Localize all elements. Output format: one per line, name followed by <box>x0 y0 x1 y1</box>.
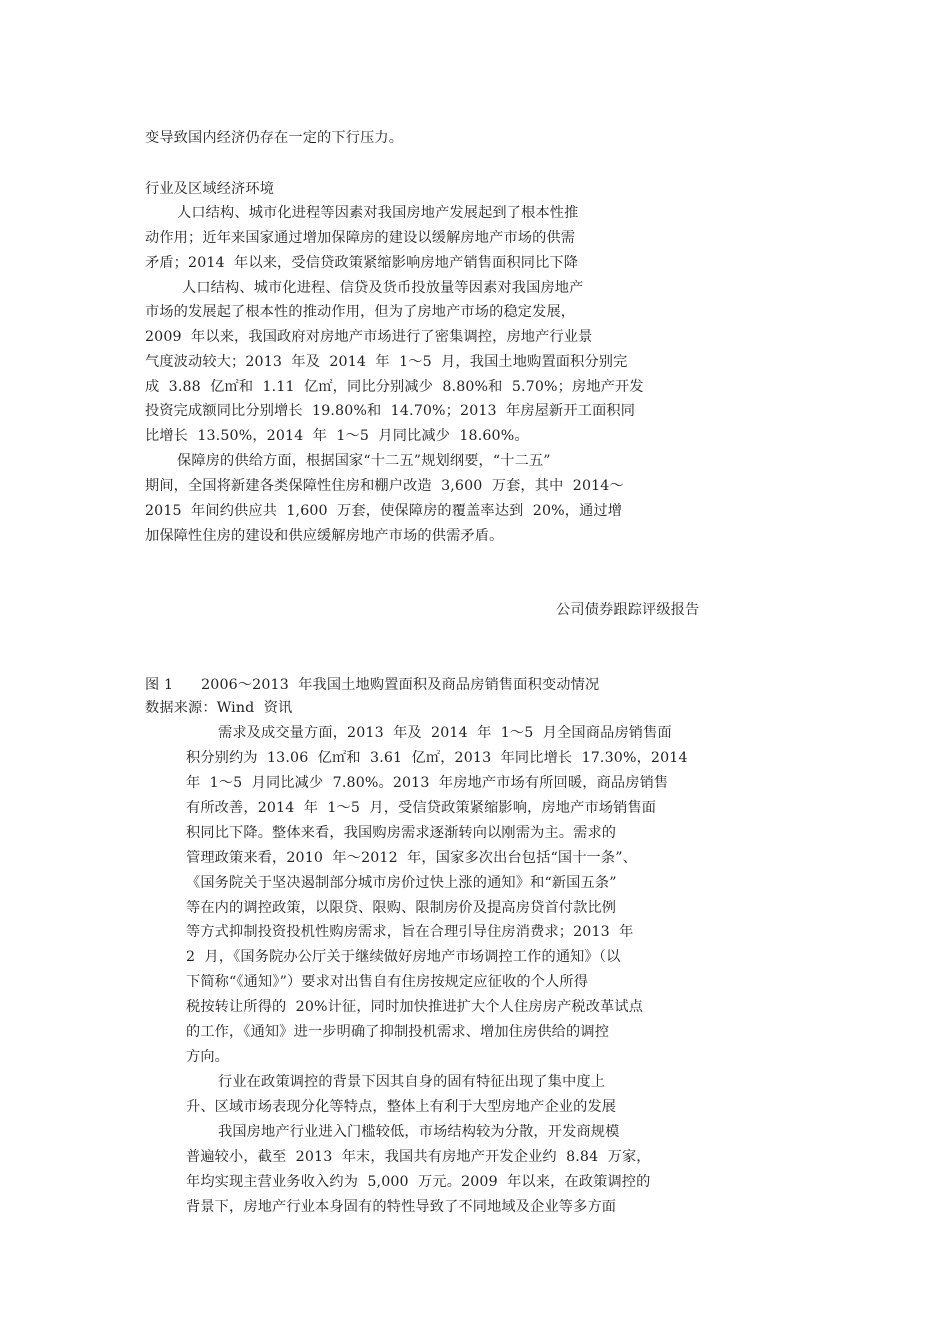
text-line: 人口结构、城市化进程等因素对我国房地产发展起到了根本性推 <box>177 205 579 221</box>
text-line: 普遍较小，截至 2013 年末，我国共有房地产开发企业约 8.84 万家， <box>186 1149 651 1165</box>
text-line: 市场的发展起了根本性的推动作用，但为了房地产市场的稳定发展， <box>145 304 576 320</box>
text-line: 2009 年以来，我国政府对房地产市场进行了密集调控，房地产行业景 <box>145 329 593 345</box>
carryover-text: 变导致国内经济仍存在一定的下行压力。 <box>145 130 404 146</box>
page-header: 公司债券跟踪评级报告 <box>556 602 700 618</box>
text-line: 2015 年间约供应共 1,600 万套，使保障房的覆盖率达到 20%，通过增 <box>145 503 623 519</box>
text-line: 气度波动较大；2013 年及 2014 年 1～5 月，我国土地购置面积分别完 <box>145 354 628 370</box>
text-line: 的工作，《通知》进一步明确了抑制投机需求、增加住房供给的调控 <box>186 1024 610 1040</box>
text-line: 投资完成额同比分别增长 19.80%和 14.70%；2013 年房屋新开工面积同 <box>145 403 636 419</box>
text-line: 背景下，房地产行业本身固有的特性导致了不同地域及企业等多方面 <box>186 1199 617 1215</box>
text-line: 需求及成交量方面，2013 年及 2014 年 1～5 月全国商品房销售面 <box>218 725 672 741</box>
text-line: 年 1～5 月同比减少 7.80%。2013 年房地产市场有所回暖，商品房销售 <box>186 775 669 791</box>
text-line: 我国房地产行业进入门槛较低，市场结构较为分散，开发商规模 <box>218 1124 620 1140</box>
text-line: 人口结构、城市化进程、信贷及货币投放量等因素对我国房地产 <box>182 280 584 296</box>
text-line: 下简称“《通知》”）要求对出售自有住房按规定应征收的个人所得 <box>186 974 589 990</box>
text-line: 税按转让所得的 20%计征，同时加快推进扩大个人住房房产税改革试点 <box>186 999 644 1015</box>
text-line: 《国务院关于坚决遏制部分城市房价过快上涨的通知》和“新国五条” <box>186 875 617 891</box>
text-line: 矛盾；2014 年以来，受信贷政策紧缩影响房地产销售面积同比下降 <box>145 255 579 271</box>
text-line: 等方式抑制投资投机性购房需求，旨在合理引导住房消费求；2013 年 <box>186 924 634 940</box>
text-line: 保障房的供给方面，根据国家“十二五”规划纲要，“十二五” <box>177 453 551 469</box>
text-line: 2 月，《国务院办公厅关于继续做好房地产市场调控工作的通知》（以 <box>186 949 621 965</box>
text-line: 积同比下降。整体来看，我国购房需求逐渐转向以刚需为主。需求的 <box>186 825 617 841</box>
text-line: 方向。 <box>186 1049 230 1065</box>
text-line: 加保障性住房的建设和供应缓解房地产市场的供需矛盾。 <box>145 528 504 544</box>
figure-source: 数据来源：Wind 资讯 <box>145 700 293 716</box>
text-line: 成 3.88 亿㎡和 1.11 亿㎡，同比分别减少 8.80%和 5.70%；房地产开发 <box>145 379 644 395</box>
text-line: 等在内的调控政策，以限贷、限购、限制房价及提高房贷首付款比例 <box>186 900 617 916</box>
text-line: 年均实现主营业务收入约为 5,000 万元。2009 年以来，在政策调控的 <box>186 1174 651 1190</box>
text-line: 管理政策来看，2010 年～2012 年，国家多次出台包括“国十一条”、 <box>186 850 637 866</box>
text-line: 升、区域市场表现分化等特点，整体上有利于大型房地产企业的发展 <box>186 1099 617 1115</box>
figure-caption: 图 1 2006～2013 年我国土地购置面积及商品房销售面积变动情况 <box>145 677 600 693</box>
text-line: 期间，全国将新建各类保障性住房和棚户改造 3,600 万套，其中 2014～ <box>145 478 624 494</box>
text-line: 有所改善，2014 年 1～5 月，受信贷政策紧缩影响，房地产市场销售面 <box>186 800 657 816</box>
text-line: 行业在政策调控的背景下因其自身的固有特征出现了集中度上 <box>218 1074 606 1090</box>
text-line: 比增长 13.50%，2014 年 1～5 月同比减少 18.60%。 <box>145 428 529 444</box>
section-heading: 行业及区域经济环境 <box>145 181 275 197</box>
text-line: 动作用；近年来国家通过增加保障房的建设以缓解房地产市场的供需 <box>145 230 576 246</box>
text-line: 积分别约为 13.06 亿㎡和 3.61 亿㎡，2013 年同比增长 17.30%，2014 <box>186 750 688 766</box>
